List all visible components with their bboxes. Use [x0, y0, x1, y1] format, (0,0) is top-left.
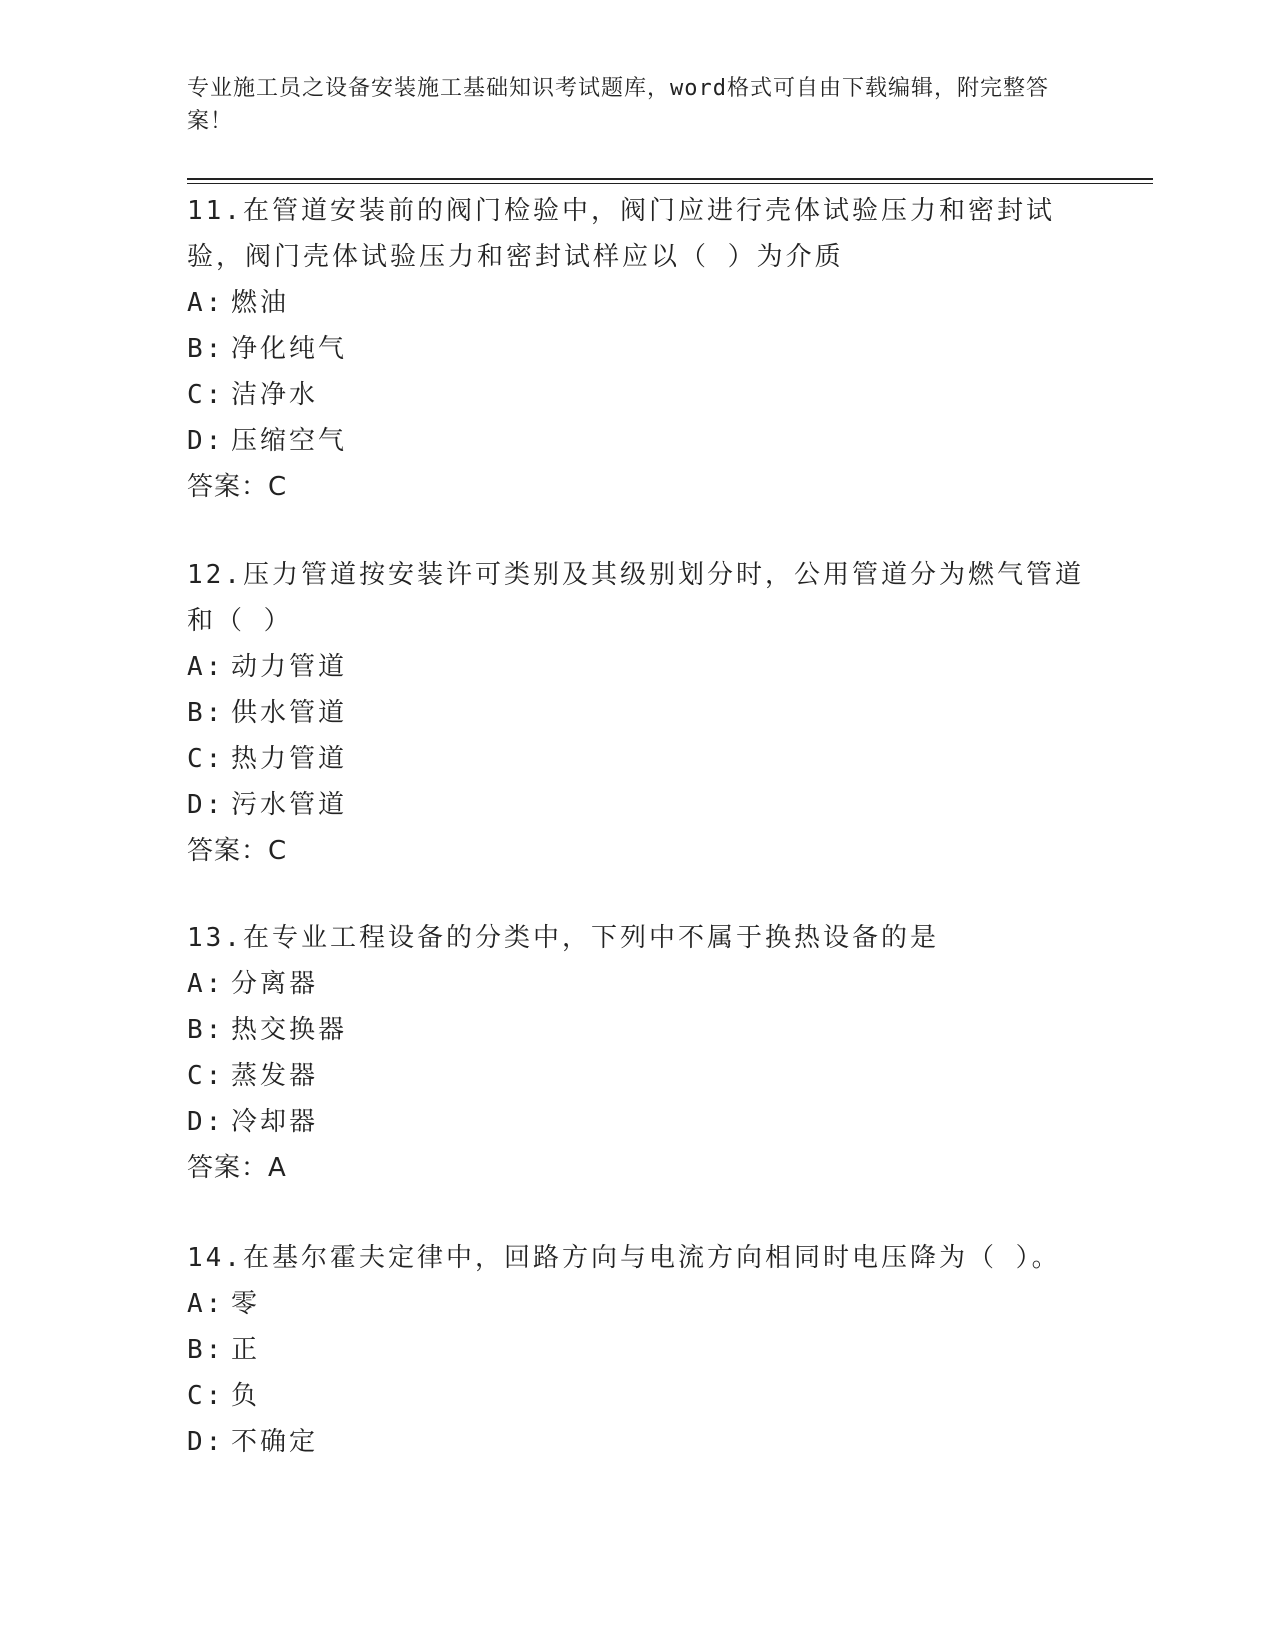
option-a — [187, 280, 1087, 326]
option-letter: B: — [187, 698, 225, 728]
option-a — [187, 961, 1087, 1007]
option-b — [187, 1007, 1087, 1053]
option-text: 燃油 — [231, 288, 290, 318]
option-letter: D: — [187, 1427, 225, 1457]
question-text: 11.在管道安装前的阀门检验中，阀门应进行壳体试验压力和密封试验，阀门壳体试验压力和密封试样应以（ ）为介质 — [187, 196, 1055, 272]
option-a — [187, 1281, 1087, 1327]
question-text: 12.压力管道按安装许可类别及其级别划分时，公用管道分为燃气管道和（ ） — [187, 560, 1084, 636]
option-b — [187, 326, 1087, 372]
option-text: 负 — [231, 1381, 261, 1411]
option-text: 分离器 — [231, 969, 319, 999]
question-11 — [187, 188, 1087, 510]
option-text: 供水管道 — [231, 698, 348, 728]
answer-line: 答案：C — [187, 836, 288, 866]
option-text: 污水管道 — [231, 790, 348, 820]
option-text: 不确定 — [231, 1427, 319, 1457]
option-c — [187, 736, 1087, 782]
question-14 — [187, 1235, 1087, 1465]
option-b — [187, 1327, 1087, 1373]
option-text: 热力管道 — [231, 744, 348, 774]
option-letter: C: — [187, 380, 225, 410]
question-text: 14.在基尔霍夫定律中，回路方向与电流方向相同时电压降为（ ）。 — [187, 1243, 1061, 1273]
question-13 — [187, 915, 1087, 1191]
document-header: 专业施工员之设备安装施工基础知识考试题库，word格式可自由下载编辑，附完整答案！ — [187, 76, 1049, 134]
header-divider-thin — [187, 183, 1153, 184]
option-letter: A: — [187, 288, 225, 318]
option-b — [187, 690, 1087, 736]
option-text: 冷却器 — [231, 1107, 319, 1137]
option-text: 压缩空气 — [231, 426, 348, 456]
option-letter: C: — [187, 1061, 225, 1091]
option-text: 动力管道 — [231, 652, 348, 682]
answer-line: 答案：A — [187, 1153, 287, 1183]
option-a — [187, 644, 1087, 690]
option-text: 洁净水 — [231, 380, 319, 410]
option-letter: D: — [187, 790, 225, 820]
option-letter: B: — [187, 334, 225, 364]
option-letter: D: — [187, 426, 225, 456]
option-text: 净化纯气 — [231, 334, 348, 364]
option-letter: B: — [187, 1335, 225, 1365]
option-letter: A: — [187, 969, 225, 999]
option-text: 蒸发器 — [231, 1061, 319, 1091]
option-d — [187, 418, 1087, 464]
option-letter: B: — [187, 1015, 225, 1045]
option-c — [187, 1373, 1087, 1419]
option-d — [187, 782, 1087, 828]
option-letter: C: — [187, 744, 225, 774]
option-text: 正 — [231, 1335, 261, 1365]
header-divider-thick — [187, 178, 1153, 180]
option-letter: A: — [187, 652, 225, 682]
question-12 — [187, 552, 1087, 874]
question-text: 13.在专业工程设备的分类中，下列中不属于换热设备的是 — [187, 923, 939, 953]
option-text: 热交换器 — [231, 1015, 348, 1045]
option-text: 零 — [231, 1289, 261, 1319]
option-letter: C: — [187, 1381, 225, 1411]
option-c — [187, 1053, 1087, 1099]
option-c — [187, 372, 1087, 418]
option-letter: A: — [187, 1289, 225, 1319]
option-letter: D: — [187, 1107, 225, 1137]
option-d — [187, 1419, 1087, 1465]
answer-line: 答案：C — [187, 472, 288, 502]
option-d — [187, 1099, 1087, 1145]
